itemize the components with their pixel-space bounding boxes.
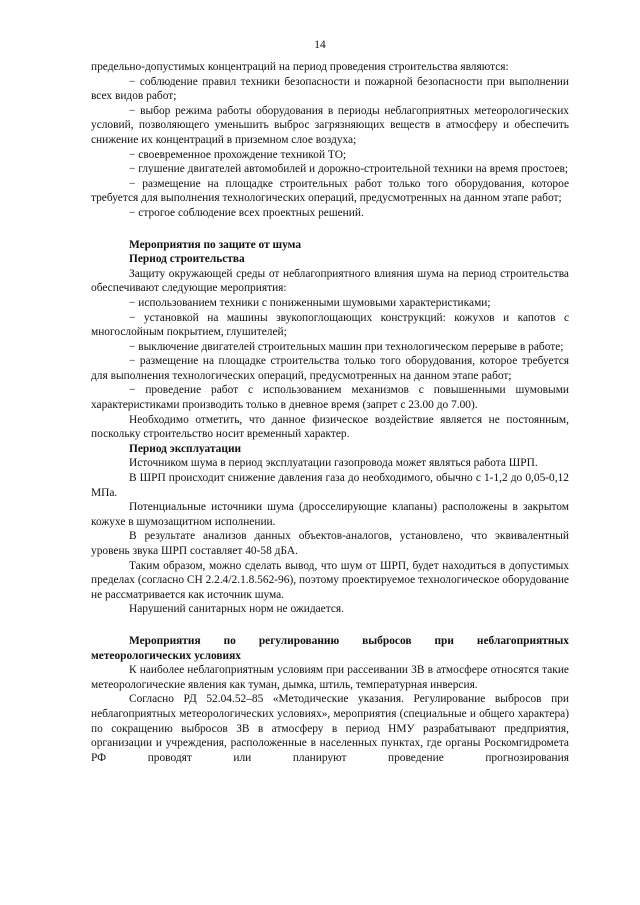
- paragraph: Потенциальные источники шума (дросселирующие клапаны) расположены в закрытом кожухе в шумозащитном исполнении.: [91, 501, 569, 528]
- paragraph: − выбор режима работы оборудования в периоды неблагоприятных метеорологических условий, позволяющего уменьшить выброс загрязняющих веществ в атмосферу и обеспечить снижение их концентраций в приземном слое воздуха;: [91, 104, 569, 146]
- paragraph: Согласно РД 52.04.52–85 «Методические указания. Регулирование выбросов при неблагоприятных метеорологических условиях», мероприятия (специальные и общего характера) по сокращению выбросов ЗВ в атмосферу в период НМУ разрабатывают предприятия, организации и учреждения, расположенные в населенных пунктах, где органы Роскомгидромета РФ проводят или планируют проведение прогнозирования: [91, 693, 569, 764]
- paragraph: − установкой на машины звукопоглощающих конструкций: кожухов и капотов с многослойным покрытием, глушителей;: [91, 311, 569, 339]
- paragraph: − выключение двигателей строительных машин при технологическом перерыве в работе;: [129, 340, 564, 353]
- section-heading: Мероприятия по регулированию выбросов при неблагоприятных метеорологических условиях: [91, 634, 569, 662]
- section-heading: Мероприятия по защите от шума: [129, 238, 302, 251]
- paragraph: В ШРП происходит снижение давления газа до необходимого, обычно с 1-1,2 до 0,05-0,12 МПа.: [91, 472, 569, 499]
- paragraph: Нарушений санитарных норм не ожидается.: [129, 603, 344, 616]
- paragraph: − строгое соблюдение всех проектных решений.: [129, 206, 364, 219]
- paragraph: − размещение на площадке строительства только того оборудования, которое требуется для выполнения технологических операций, предусмотренных на данном этапе работ;: [91, 355, 569, 382]
- paragraph: − проведение работ с использованием механизмов с повышенными шумовыми характеристиками производить только в дневное время (запрет с 23.00 до 7.00).: [91, 384, 569, 412]
- document-body: [91, 60, 569, 765]
- paragraph: Защиту окружающей среды от неблагоприятного влияния шума на период строительства обеспечивают следующие мероприятия:: [91, 267, 569, 295]
- paragraph: В результате анализов данных объектов-аналогов, установлено, что эквивалентный уровень звука ШРП составляет 40-58 дБА.: [91, 530, 569, 557]
- paragraph: − глушение двигателей автомобилей и дорожно-строительной техники на время простоев;: [129, 163, 569, 176]
- section-heading: Период эксплуатации: [129, 442, 242, 455]
- paragraph: − использованием техники с пониженными шумовыми характеристиками;: [129, 296, 491, 309]
- paragraph: предельно-допустимых концентраций на период проведения строительства являются:: [91, 61, 509, 73]
- paragraph: К наиболее неблагоприятным условиям при рассеивании ЗВ в атмосфере относятся такие метеорологические явления как туман, дымка, штиль, температурная инверсия.: [91, 664, 569, 691]
- paragraph: − размещение на площадке строительных работ только того оборудования, которое требуется для выполнения технологических операций, предусмотренных на данном этапе работ;: [91, 177, 569, 205]
- page-number: 14: [314, 39, 326, 51]
- section-heading: Период строительства: [129, 253, 245, 266]
- paragraph: − своевременное прохождение техникой ТО;: [129, 148, 347, 161]
- paragraph: Источником шума в период эксплуатации газопровода может являться работа ШРП.: [129, 457, 538, 470]
- paragraph: Необходимо отметить, что данное физическое воздействие является не постоянным, поскольку строительство носит временный характер.: [91, 413, 569, 441]
- paragraph: Таким образом, можно сделать вывод, что шум от ШРП, будет находиться в допустимых пределах (согласно СН 2.2.4/2.1.8.562-96), поэтому проектируемое технологическое оборудование не рассматривается как источник шума.: [91, 559, 569, 601]
- paragraph: − соблюдение правил техники безопасности и пожарной безопасности при выполнении всех видов работ;: [91, 75, 569, 103]
